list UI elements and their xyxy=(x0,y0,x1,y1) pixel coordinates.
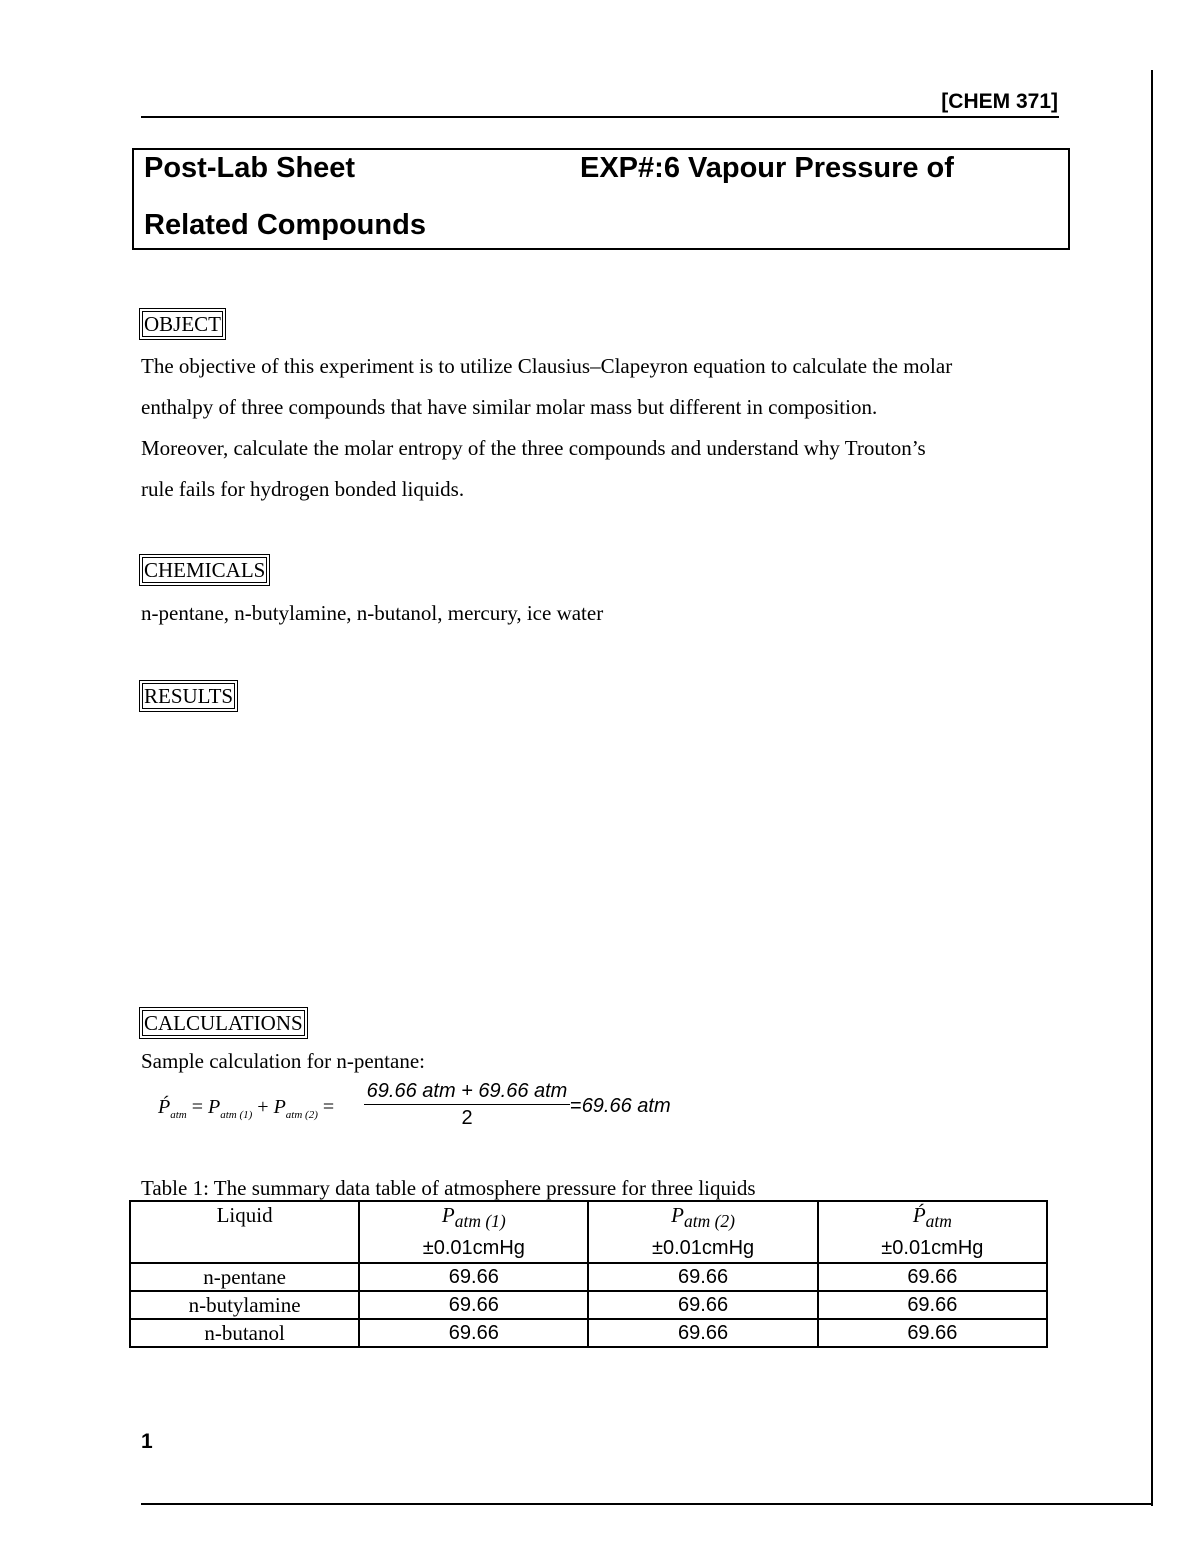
experiment-title-line2: Related Compounds xyxy=(144,209,426,241)
object-text xyxy=(141,346,1061,510)
chemicals-list: n-pentane, n-butylamine, n-butanol, mercury, ice water xyxy=(141,601,604,625)
object-line: rule fails for hydrogen bonded liquids. xyxy=(141,477,465,501)
eq-equals: = xyxy=(322,1096,335,1118)
header-liquid: Liquid xyxy=(130,1201,359,1263)
header-p2-sub: atm (2) xyxy=(683,1211,735,1232)
header-pavg-symbol: Ṕ xyxy=(912,1203,926,1227)
title-box xyxy=(132,148,1070,250)
eq-denominator: 2 xyxy=(461,1107,473,1129)
header-p2-symbol: P xyxy=(671,1203,684,1227)
cell-liquid: n-butylamine xyxy=(130,1291,359,1319)
object-section xyxy=(142,311,223,337)
header-p1-sub: atm (1) xyxy=(454,1211,506,1232)
eq-p-avg: Ṕ xyxy=(158,1096,171,1118)
object-line: Moreover, calculate the molar entropy of the three compounds and understand why Trouton’s xyxy=(141,436,926,460)
cell-p2: 69.66 xyxy=(588,1319,817,1347)
cell-pavg: 69.66 xyxy=(818,1291,1047,1319)
eq-sub: atm xyxy=(170,1109,187,1121)
table-caption: Table 1: The summary data table of atmosphere pressure for three liquids xyxy=(141,1176,756,1200)
table-header-row xyxy=(130,1201,1047,1263)
eq-p1: P xyxy=(208,1096,221,1118)
cell-pavg: 69.66 xyxy=(818,1263,1047,1291)
header-p2-unit: ±0.01cmHg xyxy=(652,1237,755,1260)
eq-numerator: 69.66 atm + 69.66 atm xyxy=(364,1078,570,1105)
sheet-title: Post-Lab Sheet xyxy=(144,152,356,184)
results-section xyxy=(142,683,235,709)
cell-p2: 69.66 xyxy=(588,1291,817,1319)
object-line: The objective of this experiment is to utilize Clausius–Clapeyron equation to calculate the molar xyxy=(141,354,953,378)
chemicals-section xyxy=(142,557,267,583)
eq-sub: atm (1) xyxy=(220,1109,253,1121)
cell-p1: 69.66 xyxy=(359,1263,588,1291)
eq-equals: = xyxy=(191,1096,203,1118)
eq-fraction xyxy=(364,1078,570,1131)
eq-p2: P xyxy=(273,1096,286,1118)
results-heading: RESULTS xyxy=(144,684,234,708)
header-p1-unit: ±0.01cmHg xyxy=(422,1237,525,1260)
table-row xyxy=(130,1319,1047,1347)
header-p2 xyxy=(588,1201,817,1263)
footer-rule xyxy=(141,1503,1153,1505)
cell-p1: 69.66 xyxy=(359,1291,588,1319)
object-heading: OBJECT xyxy=(144,312,222,336)
cell-pavg: 69.66 xyxy=(818,1319,1047,1347)
eq-equals: = xyxy=(570,1095,582,1117)
page-number: 1 xyxy=(141,1430,153,1453)
header-pavg-unit: ±0.01cmHg xyxy=(881,1237,984,1260)
table-row xyxy=(130,1263,1047,1291)
object-line: enthalpy of three compounds that have similar molar mass but different in composition. xyxy=(141,395,878,419)
calculations-section xyxy=(142,1010,305,1036)
chemicals-heading: CHEMICALS xyxy=(144,558,266,582)
eq-result: 69.66 atm xyxy=(581,1095,671,1117)
table-row xyxy=(130,1291,1047,1319)
header-p1 xyxy=(359,1201,588,1263)
experiment-title: EXP#:6 Vapour Pressure of xyxy=(580,152,954,184)
sample-calc-label: Sample calculation for n-pentane: xyxy=(141,1049,425,1073)
cell-liquid: n-pentane xyxy=(130,1263,359,1291)
header-p1-symbol: P xyxy=(441,1203,455,1227)
right-margin-rule xyxy=(1151,70,1153,1506)
course-code: [CHEM 371] xyxy=(941,90,1058,113)
eq-sub: atm (2) xyxy=(285,1109,318,1121)
cell-p2: 69.66 xyxy=(588,1263,817,1291)
cell-p1: 69.66 xyxy=(359,1319,588,1347)
calculations-heading: CALCULATIONS xyxy=(144,1011,303,1035)
eq-plus: + xyxy=(257,1096,269,1118)
cell-liquid: n-butanol xyxy=(130,1319,359,1347)
header-rule xyxy=(141,116,1059,118)
header-pavg-sub: atm xyxy=(925,1211,952,1232)
header-pavg xyxy=(818,1201,1047,1263)
pressure-table xyxy=(129,1200,1048,1348)
